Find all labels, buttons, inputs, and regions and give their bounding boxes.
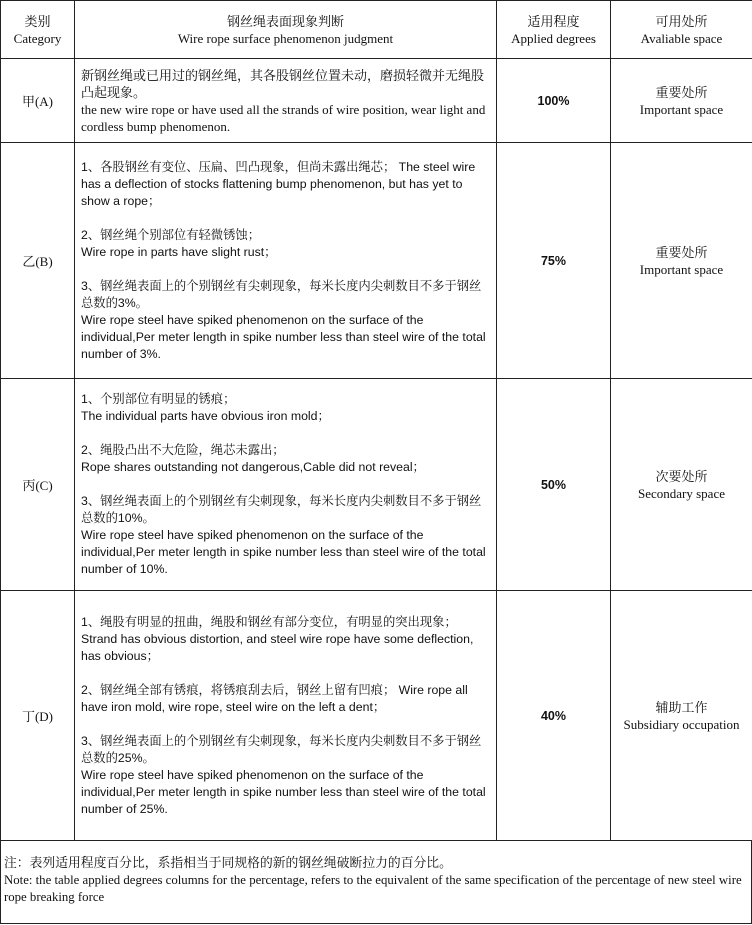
judgment-paragraph (81, 614, 490, 665)
judgment-cell (75, 591, 497, 841)
available-space-cell (611, 143, 752, 379)
applied-degree-cell: 100% (497, 59, 611, 143)
note-cn: 注：表列适用程度百分比，系指相当于同规格的新的钢丝绳破断拉力的百分比。 (4, 856, 452, 870)
available-space-cell (611, 379, 752, 591)
judgment-text: 3、钢丝绳表面上的个别钢丝有尖刺现象，每米长度内尖刺数目不多于钢丝总数的3%。 (81, 278, 482, 310)
judgment-text: Wire rope steel have spiked phenomenon on the surface of the individual,Per meter length in spike number less than steel wire of the total number of 3%. (81, 312, 486, 361)
header-judgment (75, 1, 497, 59)
judgment-text: Wire rope in parts have slight rust； (81, 244, 277, 259)
available-space-cell (611, 59, 752, 143)
header-judgment-cn: 钢丝绳表面现象判断 (226, 13, 344, 29)
space-en: Subsidiary occupation (623, 716, 740, 732)
judgment-paragraph (81, 67, 490, 135)
judgment-cell (75, 143, 497, 379)
judgment-text: 2、绳股凸出不大危险，绳芯未露出； (81, 443, 285, 457)
judgment-paragraph (81, 278, 490, 363)
applied-degree-cell: 75% (497, 143, 611, 379)
judgment-text: Wire rope steel have spiked phenomenon on the surface of the individual,Per meter length in spike number less than steel wire of the total number of 10%. (81, 528, 486, 576)
table-row (1, 379, 752, 591)
judgment-paragraph (81, 391, 490, 425)
judgment-paragraph (81, 442, 490, 476)
available-space-cell (611, 591, 752, 841)
space-en: Secondary space (638, 485, 725, 501)
judgment-cell (75, 379, 497, 591)
header-category-cn: 类别 (24, 13, 51, 29)
judgment-text: Strand has obvious distortion, and steel wire rope have some deflection, has obvious； (81, 631, 474, 663)
table-row (1, 143, 752, 379)
judgment-paragraph (81, 159, 490, 210)
judgment-text: 2、钢丝绳个别部位有轻微锈蚀； (81, 227, 260, 242)
space-cn: 重要处所 (655, 244, 708, 260)
header-space-en: Avaliable space (640, 30, 723, 46)
category-cell: 乙(B) (1, 143, 75, 379)
note-en: Note: the table applied degrees columns for the percentage, refers to the equivalent of the same specification of the percentage of new steel wire rope breaking force (4, 873, 742, 904)
header-space (611, 1, 752, 59)
header-degrees (497, 1, 611, 59)
header-category (1, 1, 75, 59)
judgment-paragraph (81, 227, 490, 261)
judgment-paragraph (81, 682, 490, 716)
category-cell: 丙(C) (1, 379, 75, 591)
judgment-text: Wire rope steel have spiked phenomenon on the surface of the individual,Per meter length in spike number less than steel wire of the total number of 25%. (81, 767, 486, 816)
applied-degree-cell: 50% (497, 379, 611, 591)
header-row (1, 1, 752, 59)
table-note (0, 841, 752, 924)
space-en: Important space (639, 101, 724, 117)
category-cell: 甲(A) (1, 59, 75, 143)
judgment-text: 3、钢丝绳表面上的个别钢丝有尖刺现象，每米长度内尖刺数目不多于钢丝总数的25%。 (81, 733, 482, 765)
judgment-text: 新钢丝绳或已用过的钢丝绳，其各股钢丝位置未动，磨损轻微并无绳股凸起现象。 (81, 67, 485, 100)
judgment-text: 2、钢丝绳全部有锈痕，将锈痕刮去后，钢丝上留有凹痕； Wire rope all have iron mold, wire rope, steel wire on the left a dent； (81, 682, 468, 714)
space-en: Important space (639, 261, 724, 277)
space-cn: 辅助工作 (655, 699, 708, 715)
applied-degree-cell: 40% (497, 591, 611, 841)
table-row (1, 59, 752, 143)
table-row (1, 591, 752, 841)
judgment-text: Rope shares outstanding not dangerous,Cable did not reveal； (81, 460, 425, 474)
judgment-text: 3、钢丝绳表面上的个别钢丝有尖刺现象，每米长度内尖刺数目不多于钢丝总数的10%。 (81, 494, 482, 525)
judgment-text: 1、个别部位有明显的锈痕； (81, 392, 236, 406)
header-category-en: Category (13, 30, 62, 46)
category-cell: 丁(D) (1, 591, 75, 841)
judgment-paragraph (81, 493, 490, 578)
header-degrees-cn: 适用程度 (527, 13, 580, 29)
judgment-cell (75, 59, 497, 143)
judgment-paragraph (81, 733, 490, 818)
judgment-text: the new wire rope or have used all the strands of wire position, wear light and cordless bump phenomenon. (81, 101, 486, 134)
space-cn: 次要处所 (655, 468, 708, 484)
judgment-text: 1、绳股有明显的扭曲，绳股和钢丝有部分变位，有明显的突出现象； (81, 614, 457, 629)
header-degrees-en: Applied degrees (511, 30, 596, 46)
header-space-cn: 可用处所 (655, 13, 708, 29)
space-cn: 重要处所 (655, 84, 708, 100)
header-judgment-en: Wire rope surface phenomenon judgment (177, 30, 394, 46)
judgment-text: 1、各股钢丝有变位、压扁、凹凸现象，但尚未露出绳芯； The steel wire has a deflection of stocks flattening bump phenomenon, but has yet to show a rope； (81, 159, 476, 208)
judgment-text: The individual parts have obvious iron mold； (81, 409, 330, 423)
